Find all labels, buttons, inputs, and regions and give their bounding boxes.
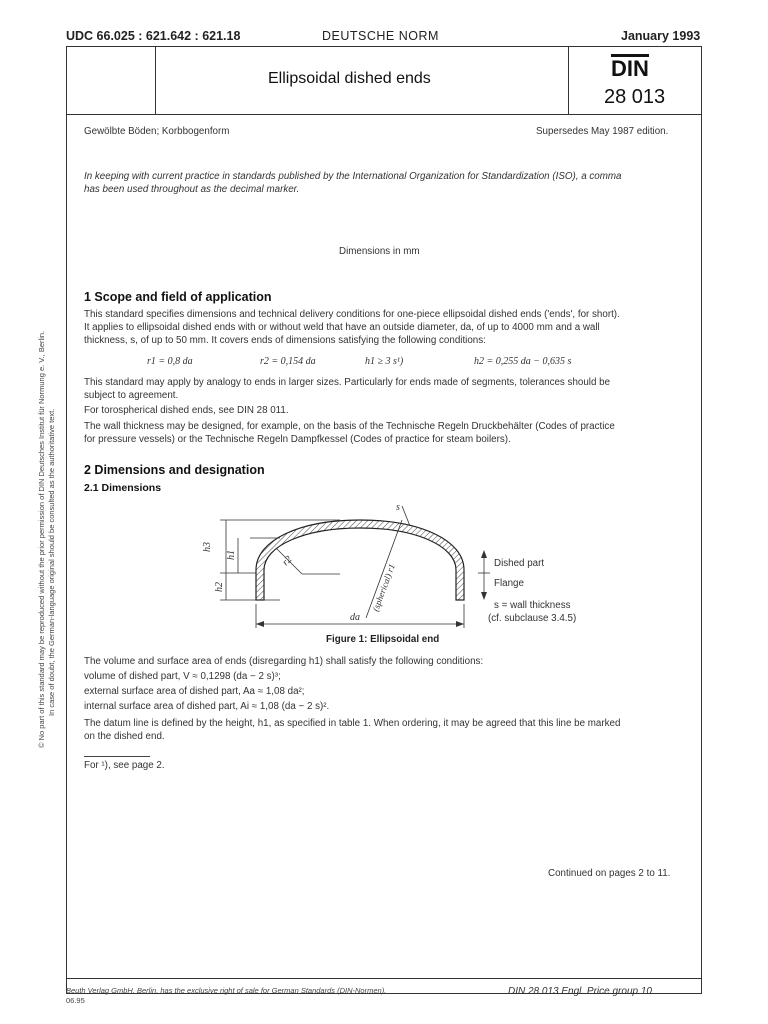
condition-h2: h2 = 0,255 da − 0,635 s xyxy=(474,356,572,367)
document-title: Ellipsoidal dished ends xyxy=(268,70,431,87)
section-1-para-1-line-2: It applies to ellipsoidal dished ends with or without weld that have an outside diameter, da, of up to 4000 mm and a wall xyxy=(84,322,600,333)
section-1-heading: 1 Scope and field of application xyxy=(84,290,272,304)
label-dished-part: Dished part xyxy=(494,558,545,569)
formula-external-area: external surface area of dished part, Aa ≈ 1,08 da²; xyxy=(84,686,305,697)
title-right-rule xyxy=(568,46,569,114)
norm-label: DEUTSCHE NORM xyxy=(322,29,439,43)
label-r2: r2 xyxy=(280,554,295,569)
title-left-rule xyxy=(155,46,156,114)
section-1-para-3: For torospherical dished ends, see DIN 28 011. xyxy=(84,405,289,416)
german-title: Gewölbte Böden; Korbbogenform xyxy=(84,126,230,137)
label-r1: (spherical) r1 xyxy=(370,562,397,613)
edition-code: 06.95 xyxy=(66,996,85,1005)
udc-code: UDC 66.025 : 621.642 : 621.18 xyxy=(66,29,241,43)
copyright-side-text-2: In case of doubt, the German-language original should be consulted as the authoritative text. xyxy=(47,408,56,716)
label-s: s xyxy=(396,502,400,513)
copyright-side-text-1: © No part of this standard may be reproduced without the prior permission of DIN Deutsches Institut für Normung e. V., Berlin. xyxy=(37,330,46,748)
figure-caption: Figure 1: Ellipsoidal end xyxy=(326,634,440,645)
section-1-para-4-line-1: The wall thickness may be designed, for example, on the basis of the Technische Regeln Druckbehälter (Codes of practice xyxy=(84,421,615,432)
label-h2: h2 xyxy=(214,582,225,592)
footnote: For ¹), see page 2. xyxy=(84,760,165,771)
dimensions-note: Dimensions in mm xyxy=(339,246,420,257)
title-divider xyxy=(66,114,702,115)
label-subclause: (cf. subclause 3.4.5) xyxy=(488,613,577,624)
section-1-para-2-line-1: This standard may apply by analogy to ends in larger sizes. Particularly for ends made of segments, tolerances should be xyxy=(84,377,611,388)
label-h1: h1 xyxy=(226,550,237,560)
ellipsoidal-end-diagram xyxy=(190,500,590,640)
subsection-2-1-heading: 2.1 Dimensions xyxy=(84,482,162,494)
datum-line-text-2: on the dished end. xyxy=(84,731,165,742)
formulas-intro: The volume and surface area of ends (disregarding h1) shall satisfy the following conditions: xyxy=(84,656,484,667)
section-2-heading: 2 Dimensions and designation xyxy=(84,463,265,477)
publisher-note: Beuth Verlag GmbH, Berlin, has the exclusive right of sale for German Standards (DIN-Normen). xyxy=(66,986,387,995)
continued-note: Continued on pages 2 to 11. xyxy=(548,868,671,879)
condition-h1: h1 ≥ 3 s¹) xyxy=(365,356,404,367)
formula-volume: volume of dished part, V ≈ 0,1298 (da − 2 s)³; xyxy=(84,671,281,682)
label-flange: Flange xyxy=(494,578,524,589)
iso-note-line-2: has been used throughout as the decimal marker. xyxy=(84,184,300,195)
iso-note-line-1: In keeping with current practice in standards published by the International Organization for Standardization (ISO), a comma xyxy=(84,171,622,182)
section-1-para-1-line-1: This standard specifies dimensions and technical delivery conditions for one-piece ellipsoidal dished ends ('ends', for short). xyxy=(84,309,620,320)
label-h3: h3 xyxy=(202,542,213,552)
label-wall-thickness: s = wall thickness xyxy=(494,600,571,611)
condition-r1: r1 = 0,8 da xyxy=(147,356,193,367)
price-group-ref: DIN 28 013 Engl. Price group 10 xyxy=(508,986,652,997)
formula-internal-area: internal surface area of dished part, Ai ≈ 1,08 (da − 2 s)². xyxy=(84,701,330,712)
issue-date: January 1993 xyxy=(621,29,701,43)
footnote-rule xyxy=(84,756,150,757)
section-1-para-1-line-3: thickness, s, of up to 50 mm. It covers ends of dimensions satisfying the following conditions: xyxy=(84,335,486,346)
condition-r2: r2 = 0,154 da xyxy=(260,356,316,367)
datum-line-text-1: The datum line is defined by the height, h1, as specified in table 1. When ordering, it may be agreed that this line be marked xyxy=(84,718,621,729)
footer-divider xyxy=(66,978,702,979)
din-logo: DIN xyxy=(611,56,649,81)
standard-number: 28 013 xyxy=(604,86,666,108)
section-1-para-4-line-2: for pressure vessels) or the Technische Regeln Dampfkessel (Codes of practice for steam boilers). xyxy=(84,434,511,445)
label-da: da xyxy=(350,612,360,623)
section-1-para-2-line-2: subject to agreement. xyxy=(84,390,179,401)
supersedes-note: Supersedes May 1987 edition. xyxy=(536,126,669,137)
